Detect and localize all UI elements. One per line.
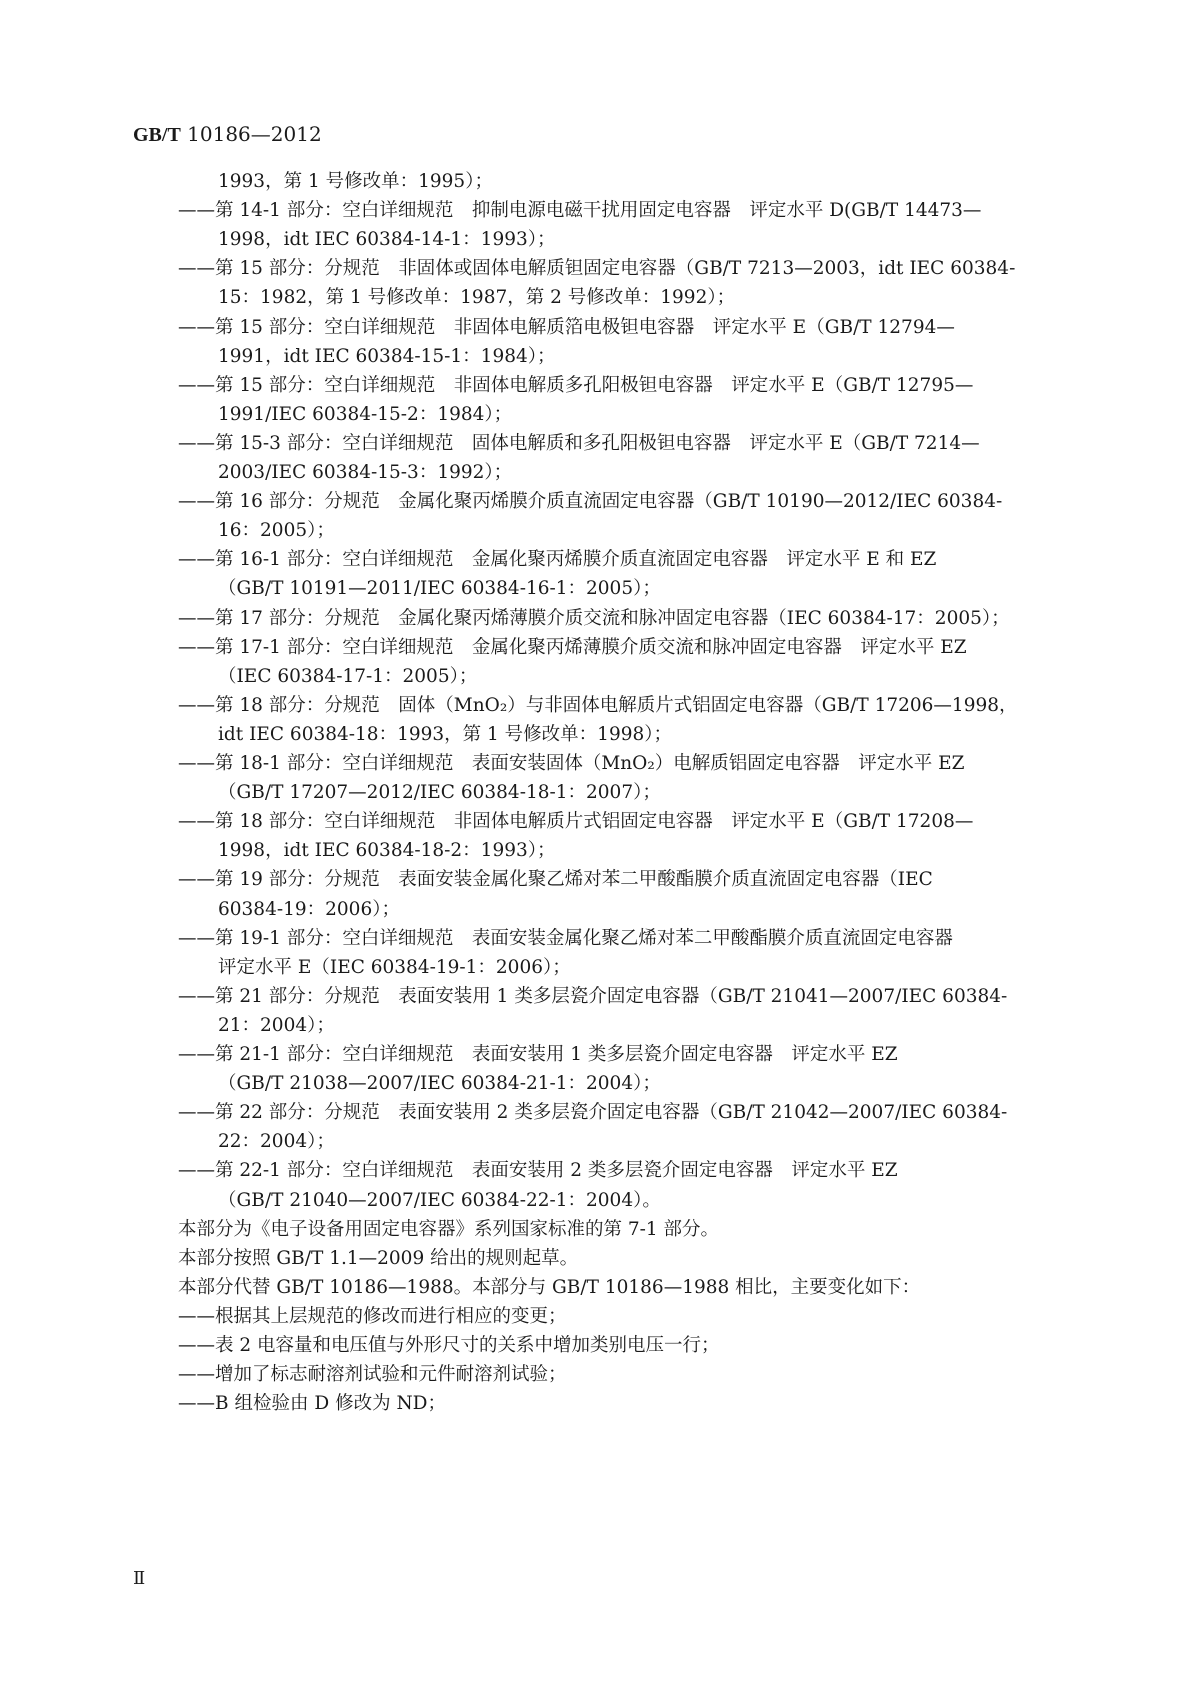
list-item-continuation: 1993，第 1 号修改单：1995）； [218,171,493,192]
list-item-continuation: 1998，idt IEC 60384-14-1：1993）； [218,229,556,250]
list-item: ——第 16 部分：分规范 金属化聚丙烯膜介质直流固定电容器（GB/T 10190—2012/IEC 60384- [178,491,1003,512]
paragraph-line: ——表 2 电容量和电压值与外形尺寸的关系中增加类别电压一行； [178,1335,720,1356]
list-item-continuation: idt IEC 60384-18：1993，第 1 号修改单：1998）； [218,724,673,745]
list-item-continuation: 60384-19：2006）； [218,899,400,920]
paragraph-line: 本部分按照 GB/T 1.1—2009 给出的规则起草。 [178,1248,579,1269]
list-item-continuation: 2003/IEC 60384-15-3：1992）； [218,462,513,483]
paragraph-line: ——增加了标志耐溶剂试验和元件耐溶剂试验； [178,1364,567,1385]
paragraph-line: ——根据其上层规范的修改而进行相应的变更； [178,1306,567,1327]
list-item-continuation: （GB/T 21040—2007/IEC 60384-22-1：2004）。 [218,1190,661,1211]
list-item-continuation: 1991/IEC 60384-15-2：1984）； [218,404,513,425]
list-item: ——第 15 部分：空白详细规范 非固体电解质多孔阳极钽电容器 评定水平 E（GB/T 12795— [178,375,974,396]
standard-code: GB/T [133,124,181,146]
list-item: ——第 16-1 部分：空白详细规范 金属化聚丙烯膜介质直流固定电容器 评定水平 E 和 EZ [178,549,937,570]
list-item-continuation: 1998，idt IEC 60384-18-2：1993）； [218,840,556,861]
paragraph-line: 本部分为《电子设备用固定电容器》系列国家标准的第 7-1 部分。 [178,1219,720,1240]
list-item-continuation: 21：2004）； [218,1015,335,1036]
list-item: ——第 18-1 部分：空白详细规范 表面安装固体（MnO₂）电解质铝固定电容器 评定水平 EZ [178,753,965,774]
standard-number: 10186—2012 [187,122,322,146]
list-item-continuation: （IEC 60384-17-1：2005）； [218,666,478,687]
list-item: ——第 19-1 部分：空白详细规范 表面安装金属化聚乙烯对苯二甲酸酯膜介质直流固定电容器 [178,928,953,949]
list-item: ——第 18 部分：分规范 固体（MnO₂）与非固体电解质片式铝固定电容器（GB/T 17206—1998， [178,695,1018,716]
list-item-continuation: 15：1982，第 1 号修改单：1987，第 2 号修改单：1992）； [218,287,736,308]
page-number: Ⅱ [133,1568,146,1589]
list-item: ——第 17-1 部分：空白详细规范 金属化聚丙烯薄膜介质交流和脉冲固定电容器 评定水平 EZ [178,637,967,658]
list-item: ——第 15 部分：空白详细规范 非固体电解质箔电极钽电容器 评定水平 E（GB/T 12794— [178,317,955,338]
list-item: ——第 17 部分：分规范 金属化聚丙烯薄膜介质交流和脉冲固定电容器（IEC 60384-17：2005）； [178,608,1010,629]
list-item-continuation: （GB/T 17207—2012/IEC 60384-18-1：2007）； [218,782,661,803]
list-item-continuation: 22：2004）； [218,1131,335,1152]
paragraph-line: ——B 组检验由 D 修改为 ND； [178,1393,446,1414]
list-item: ——第 22-1 部分：空白详细规范 表面安装用 2 类多层瓷介固定电容器 评定水平 EZ [178,1160,898,1181]
list-item-continuation: 评定水平 E（IEC 60384-19-1：2006）； [218,957,571,978]
document-header [133,122,322,147]
list-item: ——第 15-3 部分：空白详细规范 固体电解质和多孔阳极钽电容器 评定水平 E（GB/T 7214— [178,433,980,454]
list-item: ——第 21 部分：分规范 表面安装用 1 类多层瓷介固定电容器（GB/T 21041—2007/IEC 60384- [178,986,1008,1007]
list-item: ——第 18 部分：空白详细规范 非固体电解质片式铝固定电容器 评定水平 E（GB/T 17208— [178,811,974,832]
list-item: ——第 21-1 部分：空白详细规范 表面安装用 1 类多层瓷介固定电容器 评定水平 EZ [178,1044,898,1065]
list-item-continuation: （GB/T 21038—2007/IEC 60384-21-1：2004）； [218,1073,661,1094]
paragraph-line: 本部分代替 GB/T 10186—1988。本部分与 GB/T 10186—1988 相比，主要变化如下： [178,1277,921,1298]
list-item-continuation: 16：2005）； [218,520,335,541]
list-item: ——第 14-1 部分：空白详细规范 抑制电源电磁干扰用固定电容器 评定水平 D(GB/T 14473— [178,200,982,221]
list-item: ——第 19 部分：分规范 表面安装金属化聚乙烯对苯二甲酸酯膜介质直流固定电容器（IEC [178,869,933,890]
list-item-continuation: 1991，idt IEC 60384-15-1：1984）； [218,346,556,367]
list-item: ——第 22 部分：分规范 表面安装用 2 类多层瓷介固定电容器（GB/T 21042—2007/IEC 60384- [178,1102,1008,1123]
list-item-continuation: （GB/T 10191—2011/IEC 60384-16-1：2005）； [218,578,661,599]
list-item: ——第 15 部分：分规范 非固体或固体电解质钽固定电容器（GB/T 7213—2003，idt IEC 60384- [178,258,1016,279]
